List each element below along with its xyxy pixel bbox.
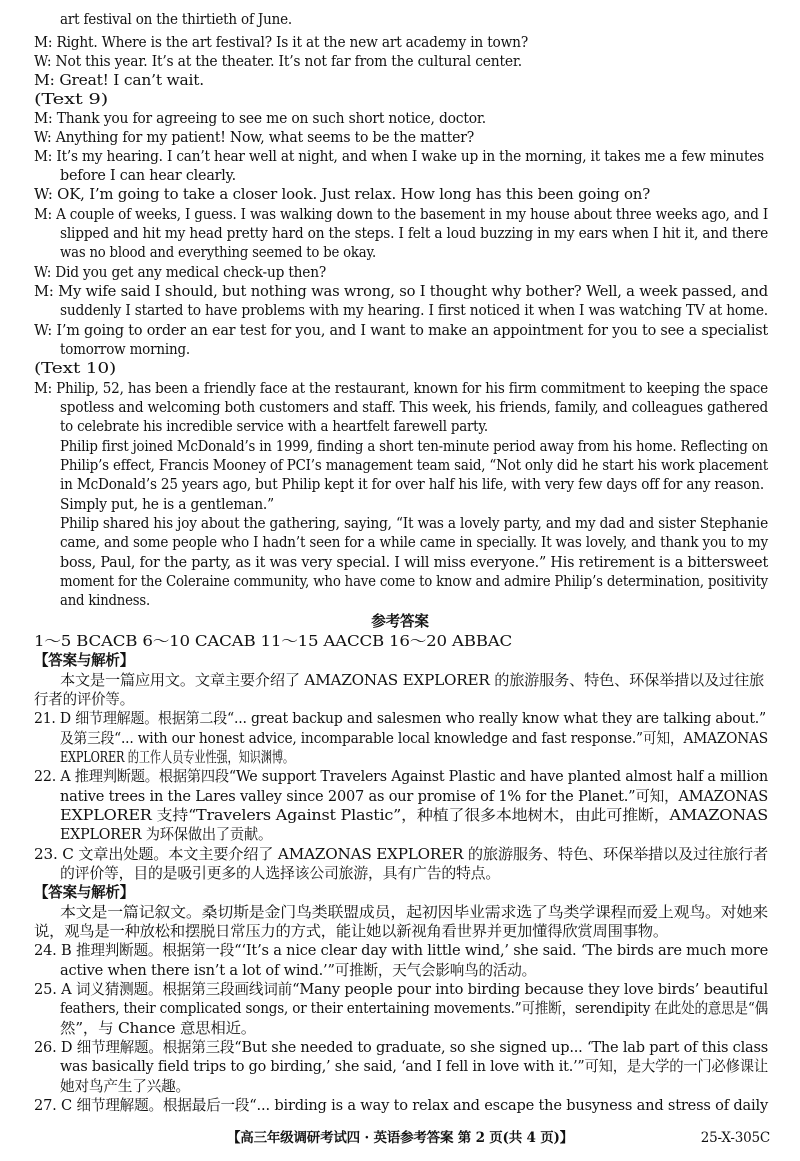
text-line: Simply put, he is a gentleman.” [60, 496, 274, 513]
text-line: suddenly I started to have problems with my hearing. I first noticed it when I was watching TV at home. [60, 302, 768, 319]
text-line: 行者的评价等。 [34, 691, 134, 708]
text-line: Philip first joined McDonald’s in 1999, finding a short ten-minute period away from his home. Reflecting on [60, 438, 768, 455]
text-line: Philip’s effect, Francis Mooney of PCI’s management team said, “Not only did he start his work placement [60, 457, 768, 474]
section-heading: 【答案与解析】 [34, 652, 134, 669]
text-line: 本文是一篇应用文。文章主要介绍了 AMAZONAS EXPLORER 的旅游服务、特色、环保举措以及过往旅 [60, 672, 764, 689]
text-line: M: Philip, 52, has been a friendly face at the restaurant, known for his firm commitment to keeping the space [34, 380, 768, 397]
text-line: EXPLORER 的工作人员专业性强，知识渊博。 [60, 749, 294, 766]
text-line: W: I’m going to order an ear test for you, and I want to make an appointment for you to see a specialist [34, 322, 768, 339]
text-line: M: A couple of weeks, I guess. I was walking down to the basement in my house about three weeks ago, and I [34, 206, 768, 223]
text-line: feathers, their complicated songs, or their entertaining movements.”可推断，serendipity 在此处的意思是“偶 [60, 1000, 768, 1017]
section-label: (Text 9) [34, 91, 108, 108]
text-line: M: Right. Where is the art festival? Is it at the new art academy in town? [34, 34, 528, 51]
text-line: Philip shared his joy about the gathering, saying, “It was a lovely party, and my dad and sister Stephanie [60, 515, 768, 532]
text-line: spotless and welcoming both customers and staff. This week, his friends, family, and colleagues gathered [60, 399, 768, 416]
section-label: (Text 10) [34, 360, 116, 377]
text-line: 她对鸟产生了兴趣。 [60, 1078, 190, 1095]
text-line: W: Anything for my patient! Now, what seems to be the matter? [34, 129, 474, 146]
text-line: was basically field trips to go birding,’ she said, ‘and I fell in love with it.’”可知，是大学的一门必修课让 [60, 1058, 768, 1075]
text-line: W: Not this year. It’s at the theater. It’s not far from the cultural center. [34, 53, 522, 70]
text-line: boss, Paul, for the party, as it was very special. I will miss everyone.” His retirement is a bittersweet [60, 554, 768, 571]
text-line: 27. C 细节理解题。根据最后一段“... birding is a way to relax and escape the busyness and stress of daily [34, 1097, 768, 1114]
text-line: was no blood and everything seemed to be okay. [60, 244, 376, 261]
text-line: 23. C 文章出处题。本文主要介绍了 AMAZONAS EXPLORER 的旅游服务、特色、环保举措以及过往旅行者 [34, 846, 768, 863]
text-line: W: Did you get any medical check-up then? [34, 264, 326, 281]
text-line: M: Great! I can’t wait. [34, 72, 204, 89]
text-line: W: OK, I’m going to take a closer look. Just relax. How long has this been going on? [34, 186, 650, 203]
text-line: before I can hear clearly. [60, 167, 236, 184]
answer-key-list: 1～5 BCACB 6～10 CACAB 11～15 AACCB 16～20 ABBAC [34, 633, 512, 650]
text-line: M: My wife said I should, but nothing was wrong, so I thought why bother? Well, a week passed, and [34, 283, 768, 300]
text-line: active when there isn’t a lot of wind.’”可推断，天气会影响鸟的活动。 [60, 962, 536, 979]
text-line: 本文是一篇记叙文。桑切斯是金门鸟类联盟成员，起初因毕业需求选了鸟类学课程而爱上观鸟。对她来 [60, 904, 769, 921]
text-line: 22. A 推理判断题。根据第四段“We support Travelers Against Plastic and have planted almost half a million [34, 768, 768, 785]
text-line: moment for the Coleraine community, who have come to know and admire Philip’s determination, positivity [60, 573, 768, 590]
text-line: slipped and hit my head pretty hard on the steps. I felt a loud buzzing in my ears when I hit it, and there [60, 225, 768, 242]
text-line: 及第三段“... with our honest advice, incomparable local knowledge and fast response.”可知，AMAZONAS [60, 730, 768, 747]
text-line: M: Thank you for agreeing to see me on such short notice, doctor. [34, 110, 486, 127]
text-line: 25. A 词义猜测题。根据第三段画线词前“Many people pour into birding because they love birds’ beautiful [34, 981, 768, 998]
text-line: art festival on the thirtieth of June. [60, 11, 292, 28]
section-heading: 【答案与解析】 [34, 884, 134, 901]
text-line: to celebrate his incredible service with a heartfelt farewell party. [60, 418, 488, 435]
text-line: 说，观鸟是一种放松和摆脱日常压力的方式，能让她以新视角看世界并更加懂得欣赏周围事物。 [34, 923, 668, 940]
text-line: tomorrow morning. [60, 341, 190, 358]
answer-key-heading: 参考答案 [371, 613, 429, 630]
text-line: 然”，与 Chance 意思相近。 [60, 1020, 256, 1037]
text-line: came, and some people who I hadn’t seen for a while came in specially. It was lovely, and thank you to my [60, 534, 768, 551]
text-line: native trees in the Lares valley since 2007 as our promise of 1% for the Planet.”可知，AMAZONAS [60, 788, 768, 805]
text-line: M: It’s my hearing. I can’t hear well at night, and when I wake up in the morning, it takes me a few minutes [34, 148, 764, 165]
page-footer: 【高三年级调研考试四 · 英语参考答案 第 2 页(共 4 页)】 [226, 1130, 574, 1146]
text-line: 21. D 细节理解题。根据第二段“... great backup and salesmen who really know what they are talking about.” [34, 710, 766, 727]
text-line: EXPLORER 支持“Travelers Against Plastic”，种植了很多本地树木，由此可推断，AMAZONAS [60, 807, 768, 824]
text-line: EXPLORER 为环保做出了贡献。 [60, 826, 272, 843]
text-line: 的评价等，目的是吸引更多的人选择该公司旅游，具有广告的特点。 [60, 865, 500, 882]
text-line: 26. D 细节理解题。根据第三段“But she needed to graduate, so she signed up... ‘The lab part of this class [34, 1039, 768, 1056]
text-line: in McDonald’s 25 years ago, but Philip kept it for over half his life, with very few days off for any reason. [60, 476, 764, 493]
document-code: 25-X-305C [700, 1130, 770, 1146]
text-line: and kindness. [60, 592, 150, 609]
text-line: 24. B 推理判断题。根据第一段“‘It’s a nice clear day with little wind,’ she said. ‘The birds are much more [34, 942, 768, 959]
